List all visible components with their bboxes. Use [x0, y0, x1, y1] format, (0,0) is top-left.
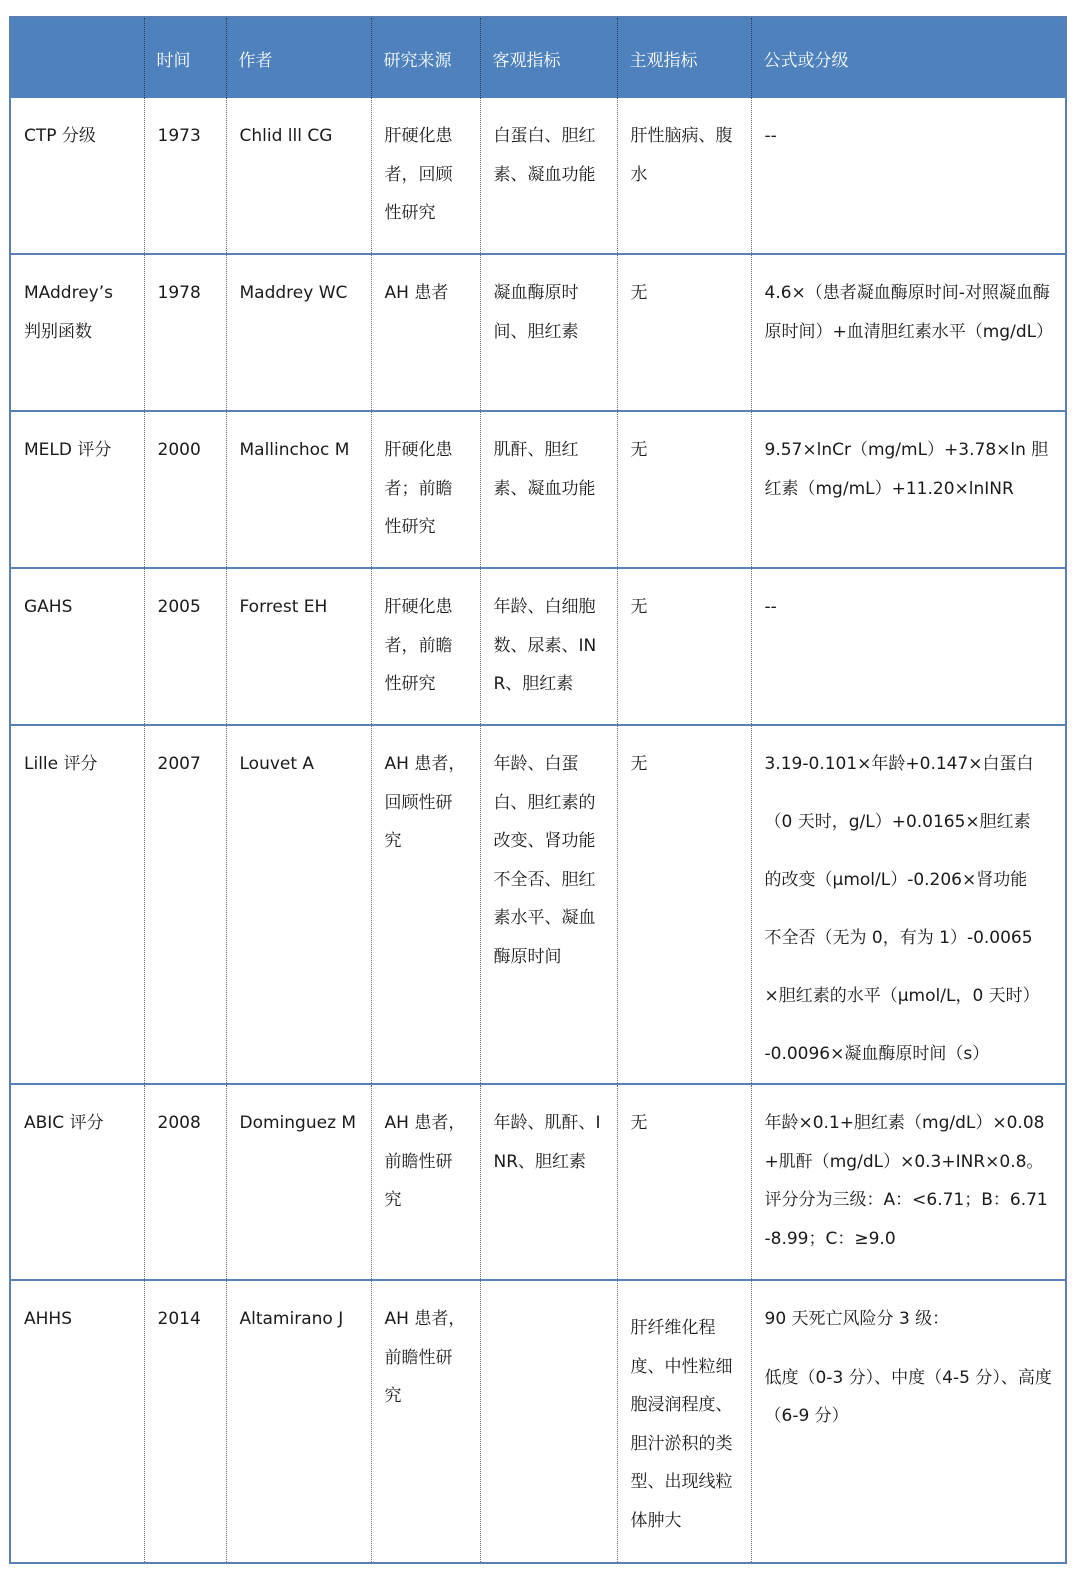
formula-line: ×胆红素的水平（μmol/L，0 天时）: [764, 986, 1040, 1006]
cell-subjective: 无: [617, 411, 751, 568]
header-name: [10, 17, 144, 98]
cell-author: Chlid lll CG: [226, 98, 371, 254]
cell-author: Altamirano J: [226, 1280, 371, 1563]
cell-name: MAddrey’s 判别函数: [10, 254, 144, 411]
cell-year: 1973: [144, 98, 226, 254]
cell-source: AH 患者，前瞻性研究: [371, 1280, 480, 1563]
header-source: 研究来源: [371, 17, 480, 98]
cell-objective: 年龄、白蛋白、胆红素的改变、肾功能不全否、胆红素水平、凝血酶原时间: [480, 725, 617, 1084]
cell-author: Maddrey WC: [226, 254, 371, 411]
table-row: [10, 98, 1066, 254]
cell-objective: 年龄、白细胞数、尿素、INR、胆红素: [480, 568, 617, 725]
header-objective: 客观指标: [480, 17, 617, 98]
cell-name: AHHS: [10, 1280, 144, 1563]
cell-formula: --: [751, 568, 1066, 725]
cell-objective: 年龄、肌酐、INR、胆红素: [480, 1084, 617, 1280]
formula-line: 3.19-0.101×年龄+0.147×白蛋白: [764, 754, 1034, 774]
cell-author: Mallinchoc M: [226, 411, 371, 568]
header-year: 时间: [144, 17, 226, 98]
cell-source: AH 患者，回顾性研究: [371, 725, 480, 1084]
cell-formula: 9.57×lnCr（mg/mL）+3.78×ln 胆红素（mg/mL）+11.20×lnINR: [751, 411, 1066, 568]
cell-formula: --: [751, 98, 1066, 254]
cell-author: Dominguez M: [226, 1084, 371, 1280]
formula-line: 的改变（μmol/L）-0.206×肾功能: [764, 870, 1028, 890]
cell-year: 2005: [144, 568, 226, 725]
cell-objective: 白蛋白、胆红素、凝血功能: [480, 98, 617, 254]
cell-source: AH 患者，前瞻性研究: [371, 1084, 480, 1280]
table-row: [10, 1280, 1066, 1563]
cell-formula: [751, 1280, 1066, 1563]
header-subjective: 主观指标: [617, 17, 751, 98]
formula-line: 90 天死亡风险分 3 级：: [764, 1309, 950, 1329]
cell-subjective: 肝纤维化程度、中性粒细胞浸润程度、胆汁淤积的类型、出现线粒体肿大: [617, 1280, 751, 1563]
cell-year: 2000: [144, 411, 226, 568]
cell-subjective: 肝性脑病、腹水: [617, 98, 751, 254]
cell-objective: 凝血酶原时间、胆红素: [480, 254, 617, 411]
cell-objective: 肌酐、胆红素、凝血功能: [480, 411, 617, 568]
cell-source: AH 患者: [371, 254, 480, 411]
table-row: [10, 568, 1066, 725]
table-row: [10, 254, 1066, 411]
formula-line: -0.0096×凝血酶原时间（s）: [764, 1044, 990, 1064]
cell-name: Lille 评分: [10, 725, 144, 1084]
table-row: [10, 1084, 1066, 1280]
scoring-systems-table: [9, 16, 1067, 1564]
cell-year: 1978: [144, 254, 226, 411]
cell-formula: 年龄×0.1+胆红素（mg/dL）×0.08+肌酐（mg/dL）×0.3+INR×0.8。评分分为三级：A：<6.71；B：6.71-8.99；C：≥9.0: [751, 1084, 1066, 1280]
cell-formula: [751, 725, 1066, 1084]
header-row: [10, 17, 1066, 98]
header-formula: 公式或分级: [751, 17, 1066, 98]
formula-line: 不全否（无为 0，有为 1）-0.0065: [764, 928, 1033, 948]
cell-name: GAHS: [10, 568, 144, 725]
cell-year: 2008: [144, 1084, 226, 1280]
cell-author: Forrest EH: [226, 568, 371, 725]
cell-subjective: 无: [617, 568, 751, 725]
cell-formula: 4.6×（患者凝血酶原时间-对照凝血酶原时间）+血清胆红素水平（mg/dL）: [751, 254, 1066, 411]
table-row: [10, 411, 1066, 568]
cell-source: 肝硬化患者；前瞻性研究: [371, 411, 480, 568]
cell-objective: [480, 1280, 617, 1563]
cell-source: 肝硬化患者，前瞻性研究: [371, 568, 480, 725]
header-author: 作者: [226, 17, 371, 98]
cell-source: 肝硬化患者，回顾性研究: [371, 98, 480, 254]
formula-line: 低度（0-3 分）、中度（4-5 分）、高度（6-9 分）: [764, 1367, 1052, 1426]
table-row: [10, 725, 1066, 1084]
cell-name: CTP 分级: [10, 98, 144, 254]
cell-name: MELD 评分: [10, 411, 144, 568]
cell-year: 2007: [144, 725, 226, 1084]
cell-subjective: 无: [617, 725, 751, 1084]
cell-author: Louvet A: [226, 725, 371, 1084]
cell-year: 2014: [144, 1280, 226, 1563]
cell-subjective: 无: [617, 1084, 751, 1280]
scoring-systems-table-container: [9, 16, 1065, 1564]
cell-name: ABIC 评分: [10, 1084, 144, 1280]
formula-line: （0 天时，g/L）+0.0165×胆红素: [764, 812, 1031, 832]
cell-subjective: 无: [617, 254, 751, 411]
formula-spacer: [765, 1339, 1054, 1359]
